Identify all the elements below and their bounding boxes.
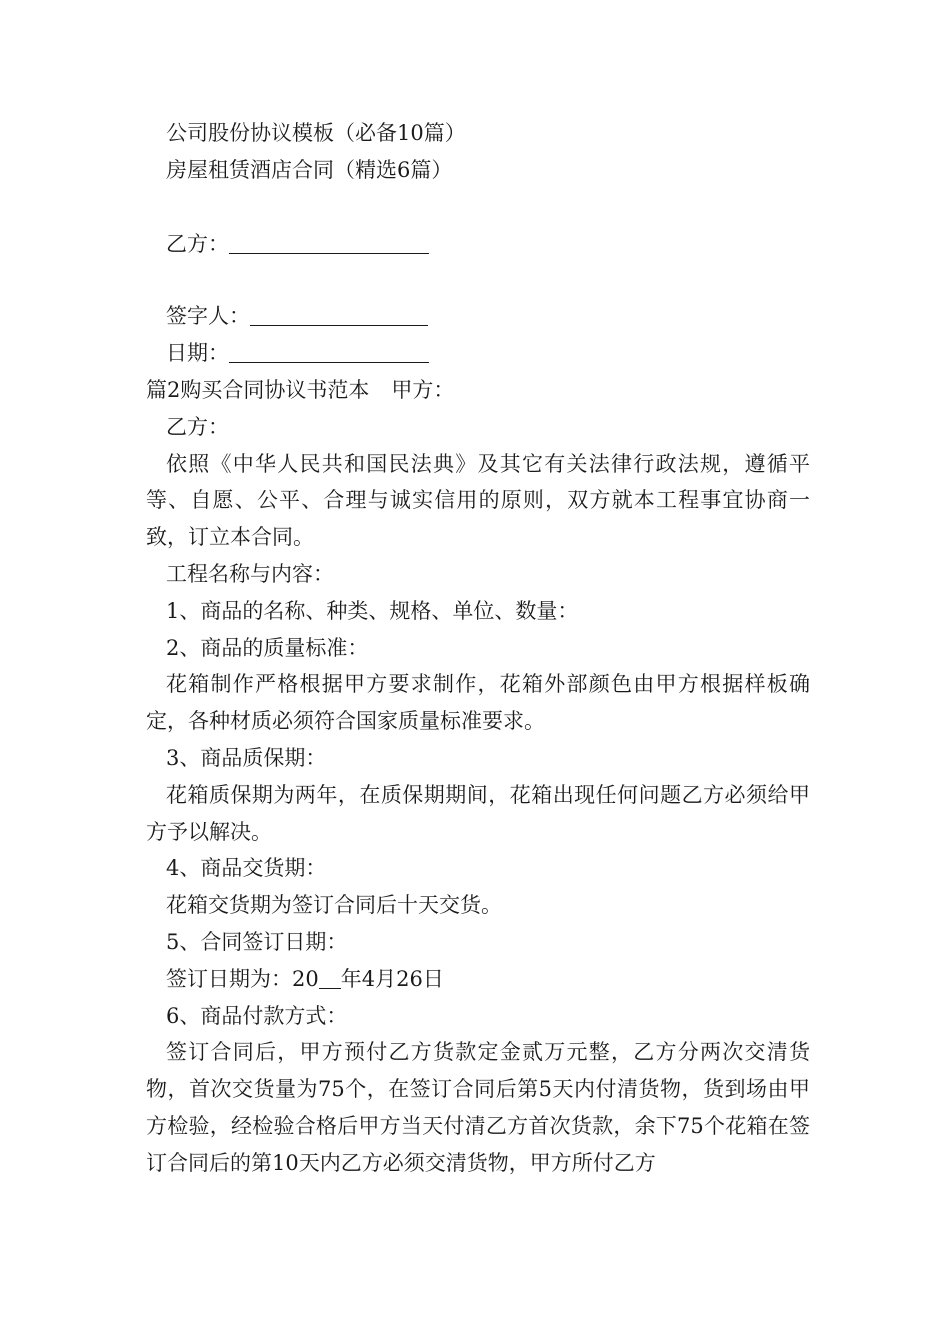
item-2-heading: 2、商品的质量标准： bbox=[166, 635, 369, 660]
item-5-paragraph bbox=[146, 961, 810, 998]
spacer bbox=[146, 262, 810, 298]
item-4-heading: 4、商品交货期： bbox=[166, 856, 327, 881]
party-b-signature-line bbox=[146, 226, 810, 263]
heading-line-1: 公司股份协议模板（必备10篇） bbox=[166, 121, 466, 145]
item-5-heading: 5、合同签订日期： bbox=[166, 929, 348, 954]
date-line bbox=[146, 335, 810, 372]
party-b-sign-label: 乙方： bbox=[166, 231, 229, 256]
item-6-paragraph: 签订合同后，甲方预付乙方货款定金贰万元整，乙方分两次交清货物，首次交货量为75个，在签订合同后第5天内付清货物，货到场由甲方检验，经检验合格后甲方当天付清乙方首次货款，余下75个花箱在签订合同后的第10天内乙方必须交清货物，甲方所付乙方 bbox=[146, 1040, 810, 1175]
party-b-blank bbox=[229, 231, 429, 254]
date-blank bbox=[229, 340, 429, 363]
sign-date-suffix: 年4月26日 bbox=[340, 966, 444, 991]
document-body bbox=[146, 115, 810, 1182]
item-6-heading: 6、商品付款方式： bbox=[166, 1003, 348, 1028]
year-blank bbox=[319, 966, 341, 989]
item-3-paragraph: 花箱质保期为两年，在质保期期间，花箱出现任何问题乙方必须给甲方予以解决。 bbox=[146, 782, 810, 844]
party-a-label: 甲方： bbox=[391, 377, 455, 402]
spacer bbox=[146, 189, 810, 226]
sign-date-prefix: 签订日期为：20 bbox=[166, 966, 319, 991]
signer-blank bbox=[250, 303, 428, 326]
section-title: 篇2购买合同协议书范本 bbox=[146, 377, 370, 402]
signer-label: 签字人： bbox=[166, 304, 250, 329]
heading-line-2: 房屋租赁酒店合同（精选6篇） bbox=[166, 157, 453, 182]
item-3-heading: 3、商品质保期： bbox=[166, 745, 327, 770]
signer-line bbox=[146, 298, 810, 335]
project-heading: 工程名称与内容： bbox=[166, 561, 334, 586]
item-4-paragraph: 花箱交货期为签订合同后十天交货。 bbox=[166, 893, 502, 918]
party-b-label: 乙方： bbox=[166, 414, 229, 439]
date-label: 日期： bbox=[166, 341, 229, 366]
item-2-paragraph: 花箱制作严格根据甲方要求制作，花箱外部颜色由甲方根据样板确定，各种材质必须符合国家质量标准要求。 bbox=[146, 672, 810, 734]
intro-paragraph: 依照《中华人民共和国民法典》及其它有关法律行政法规，遵循平等、自愿、公平、合理与诚实信用的原则，双方就本工程事宜协商一致，订立本合同。 bbox=[146, 451, 810, 550]
item-1-heading: 1、商品的名称、种类、规格、单位、数量： bbox=[166, 598, 579, 623]
section-title-line bbox=[146, 372, 810, 409]
